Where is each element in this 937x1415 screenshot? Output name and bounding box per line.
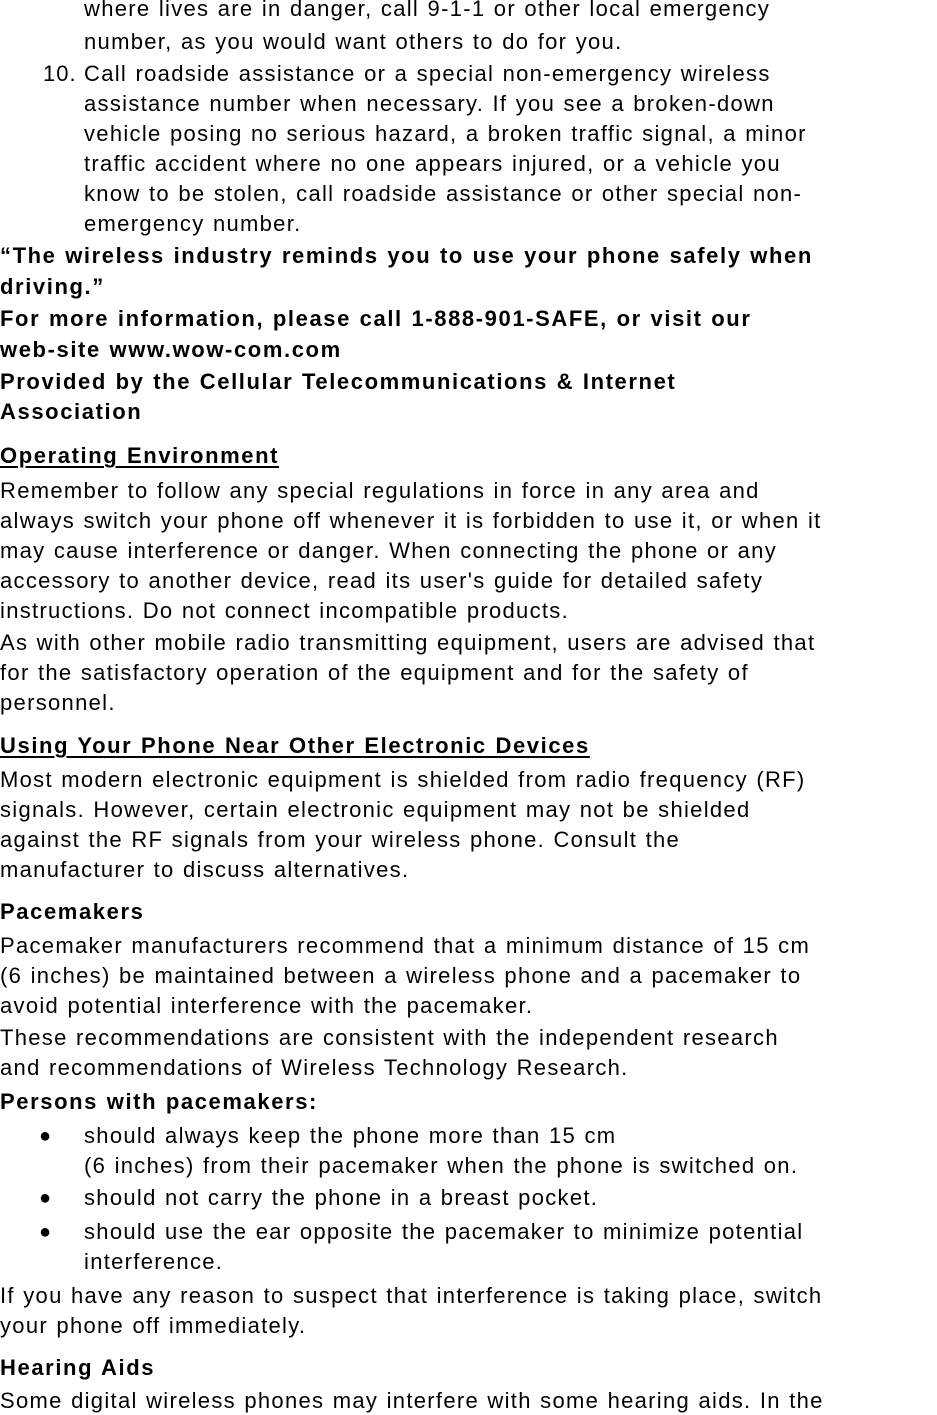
electronic-devices-para-line-2: signals. However, certain electronic equipment may not be shielded — [0, 797, 751, 822]
industry-quote-line-2: driving.” — [0, 274, 105, 299]
electronic-devices-para-line-4: manufacturer to discuss alternatives. — [0, 857, 410, 882]
pacemakers-para2-line-1: These recommendations are consistent with the independent research — [0, 1025, 779, 1050]
electronic-devices-para-line-1: Most modern electronic equipment is shielded from radio frequency (RF) — [0, 767, 806, 792]
operating-environment-para2-line-1: As with other mobile radio transmitting equipment, users are advised that — [0, 630, 816, 655]
provided-by-line-1: Provided by the Cellular Telecommunications & Internet — [0, 369, 677, 394]
list-item-10-line-2: assistance number when necessary. If you see a broken-down — [84, 91, 775, 116]
list-item-10-number: 10. — [43, 61, 77, 86]
bullet-3-icon: ● — [39, 1221, 52, 1243]
bullet-2-line-1: should not carry the phone in a breast pocket. — [84, 1185, 599, 1210]
pacemakers-heading: Pacemakers — [0, 899, 145, 924]
pacemakers-para2-line-2: and recommendations of Wireless Technology Research. — [0, 1055, 629, 1080]
operating-environment-para1-line-2: always switch your phone off whenever it is forbidden to use it, or when it — [0, 508, 822, 533]
hearing-aids-heading: Hearing Aids — [0, 1355, 156, 1380]
pacemakers-para1-line-1: Pacemaker manufacturers recommend that a minimum distance of 15 cm — [0, 933, 811, 958]
info-line-2: web-site www.wow-com.com — [0, 337, 342, 362]
list-item-9-line-2: number, as you would want others to do for you. — [84, 29, 623, 54]
persons-with-pacemakers-heading: Persons with pacemakers: — [0, 1089, 318, 1114]
bullet-2-icon: ● — [39, 1187, 52, 1209]
bullet-3-line-2: interference. — [84, 1249, 224, 1274]
bullet-3-line-1: should use the ear opposite the pacemaker to minimize potential — [84, 1219, 804, 1244]
operating-environment-para1-line-5: instructions. Do not connect incompatible products. — [0, 598, 570, 623]
list-item-10-line-6: emergency number. — [84, 211, 302, 236]
industry-quote-line-1: “The wireless industry reminds you to use your phone safely when — [0, 243, 813, 268]
electronic-devices-para-line-3: against the RF signals from your wireless phone. Consult the — [0, 827, 681, 852]
pacemakers-para3-line-2: your phone off immediately. — [0, 1313, 307, 1338]
list-item-9-line-1: where lives are in danger, call 9-1-1 or other local emergency — [84, 0, 771, 21]
list-item-10-line-3: vehicle posing no serious hazard, a broken traffic signal, a minor — [84, 121, 807, 146]
operating-environment-para1-line-1: Remember to follow any special regulations in force in any area and — [0, 478, 760, 503]
list-item-10-line-4: traffic accident where no one appears injured, or a vehicle you — [84, 151, 781, 176]
pacemakers-para1-line-2: (6 inches) be maintained between a wireless phone and a pacemaker to — [0, 963, 802, 988]
list-item-10-line-5: know to be stolen, call roadside assistance or other special non- — [84, 181, 803, 206]
info-line-1: For more information, please call 1-888-901-SAFE, or visit our — [0, 306, 752, 331]
electronic-devices-heading: Using Your Phone Near Other Electronic Devices — [0, 733, 590, 758]
bullet-1-line-1: should always keep the phone more than 15 cm — [84, 1123, 617, 1148]
pacemakers-para3-line-1: If you have any reason to suspect that interference is taking place, switch — [0, 1283, 823, 1308]
pacemakers-para1-line-3: avoid potential interference with the pacemaker. — [0, 993, 534, 1018]
operating-environment-heading: Operating Environment — [0, 443, 280, 468]
operating-environment-para1-line-4: accessory to another device, read its user's guide for detailed safety — [0, 568, 764, 593]
operating-environment-para2-line-2: for the satisfactory operation of the equipment and for the safety of — [0, 660, 749, 685]
list-item-10-line-1: Call roadside assistance or a special non-emergency wireless — [84, 61, 771, 86]
hearing-aids-para-line-1: Some digital wireless phones may interfere with some hearing aids. In the — [0, 1388, 824, 1413]
provided-by-line-2: Association — [0, 399, 143, 424]
operating-environment-para1-line-3: may cause interference or danger. When connecting the phone or any — [0, 538, 778, 563]
bullet-1-icon: ● — [39, 1125, 52, 1147]
bullet-1-line-2: (6 inches) from their pacemaker when the phone is switched on. — [84, 1153, 799, 1178]
operating-environment-para2-line-3: personnel. — [0, 690, 116, 715]
